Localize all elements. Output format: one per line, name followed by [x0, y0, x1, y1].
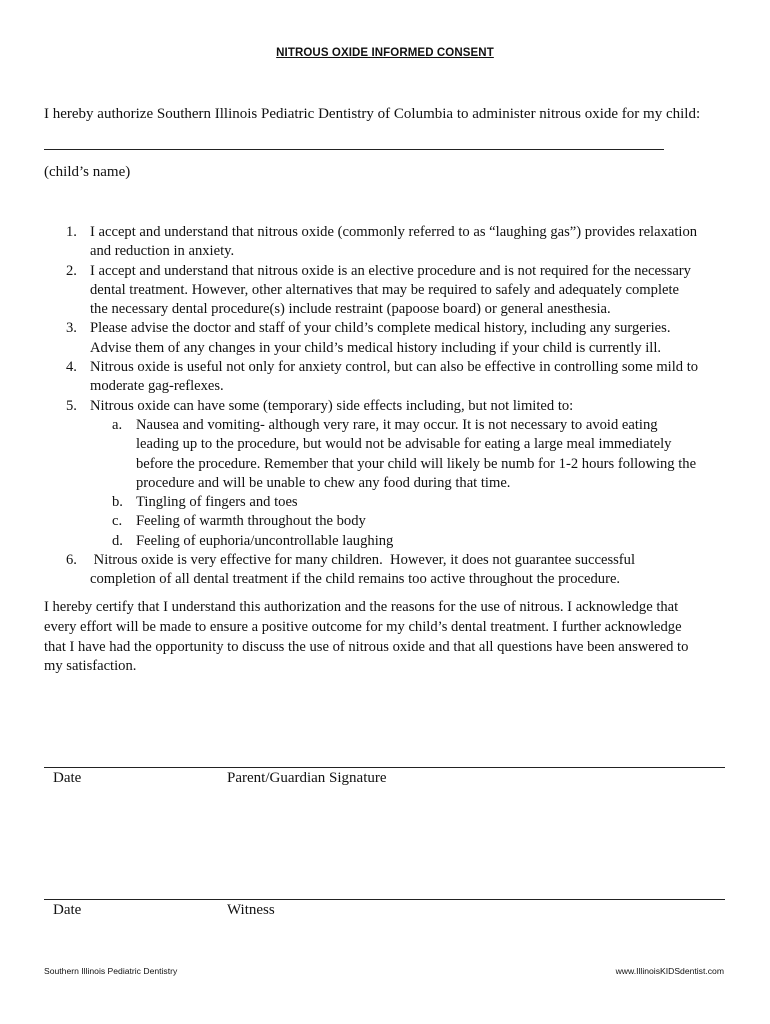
item-line: I accept and understand that nitrous oxide (commonly referred to as “laughing gas”) provides relaxation: [90, 224, 698, 240]
item-number: 1.: [66, 224, 77, 240]
list-item: [44, 358, 734, 397]
item-number: 5.: [66, 397, 77, 414]
item-line: procedure and will be unable to chew any food during that time.: [136, 474, 511, 491]
item-line: Feeling of euphoria/uncontrollable laughing: [136, 532, 394, 549]
list-item: [44, 223, 734, 262]
certify-line: every effort will be made to ensure a positive outcome for my child’s dental treatment. I further acknowledge: [44, 618, 682, 635]
list-item: [44, 262, 734, 320]
parent-guardian-signature-label: Parent/Guardian Signature: [227, 770, 387, 786]
item-line: completion of all dental treatment if the child remains too active throughout the procedure.: [90, 571, 621, 588]
list-item: [44, 397, 734, 416]
item-line: the necessary dental procedure(s) include restraint (papoose board) or general anesthesia.: [90, 301, 611, 318]
consent-items-list: [44, 223, 734, 590]
witness-label: Witness: [227, 902, 275, 918]
item-line: before the procedure. Remember that your child will likely be numb for 1-2 hours following the: [136, 455, 697, 472]
sub-list-item: [44, 416, 734, 493]
certify-line: my satisfaction.: [44, 658, 137, 675]
item-line: Please advise the doctor and staff of your child’s complete medical history, including any surgeries.: [90, 320, 671, 337]
item-line: Feeling of warmth throughout the body: [136, 513, 366, 530]
item-number: 2.: [66, 262, 77, 279]
item-number: 3.: [66, 320, 77, 337]
item-line: Nitrous oxide is very effective for many children. However, it does not guarantee successful: [90, 552, 636, 569]
certify-line: I hereby certify that I understand this authorization and the reasons for the use of nitrous. I acknowledge that: [44, 599, 679, 615]
item-line: and reduction in anxiety.: [90, 243, 235, 260]
date-label: Date: [53, 902, 82, 918]
document-title: NITROUS OXIDE INFORMED CONSENT: [276, 47, 494, 59]
item-number: 4.: [66, 359, 77, 376]
child-name-field[interactable]: [44, 149, 664, 150]
witness-signature-line[interactable]: [44, 899, 725, 900]
item-line: dental treatment. However, other alternatives that may be required to safely and adequately complete: [90, 281, 680, 298]
sub-list-item: [44, 493, 734, 512]
item-line: I accept and understand that nitrous oxide is an elective procedure and is not required for the necessary: [90, 262, 691, 279]
item-number: 6.: [66, 552, 77, 569]
sub-item-letter: a.: [112, 416, 123, 433]
item-line: moderate gag-reflexes.: [90, 378, 224, 395]
item-line: leading up to the procedure, but would not be advisable for eating a large meal immediately: [136, 436, 672, 453]
footer-website: www.IllinoisKIDSdentist.com: [615, 966, 724, 976]
sub-item-letter: d.: [112, 532, 123, 549]
item-line: Nitrous oxide can have some (temporary) side effects including, but not limited to:: [90, 397, 574, 414]
footer-practice-name: Southern Illinois Pediatric Dentistry: [44, 966, 178, 976]
date-label: Date: [53, 770, 82, 786]
item-line: Advise them of any changes in your child’s medical history including if your child is currently ill.: [90, 339, 662, 356]
child-name-label: (child’s name): [44, 164, 131, 180]
sub-list-item: [44, 512, 734, 531]
certify-line: that I have had the opportunity to discuss the use of nitrous oxide and that all questions have been answered to: [44, 638, 689, 655]
sub-item-letter: c.: [112, 513, 123, 530]
item-line: Tingling of fingers and toes: [136, 494, 298, 511]
list-item: [44, 319, 734, 358]
item-line: Nitrous oxide is useful not only for anxiety control, but can also be effective in controlling some mild to: [90, 359, 699, 376]
item-line: Nausea and vomiting- although very rare, it may occur. It is not necessary to avoid eating: [136, 416, 658, 433]
sub-list-item: [44, 532, 734, 551]
certification-paragraph: [44, 598, 734, 677]
list-item: [44, 551, 734, 590]
parent-signature-line[interactable]: [44, 767, 725, 768]
sub-item-letter: b.: [112, 494, 123, 511]
authorization-statement: I hereby authorize Southern Illinois Pediatric Dentistry of Columbia to administer nitrous oxide for my child:: [44, 106, 701, 122]
